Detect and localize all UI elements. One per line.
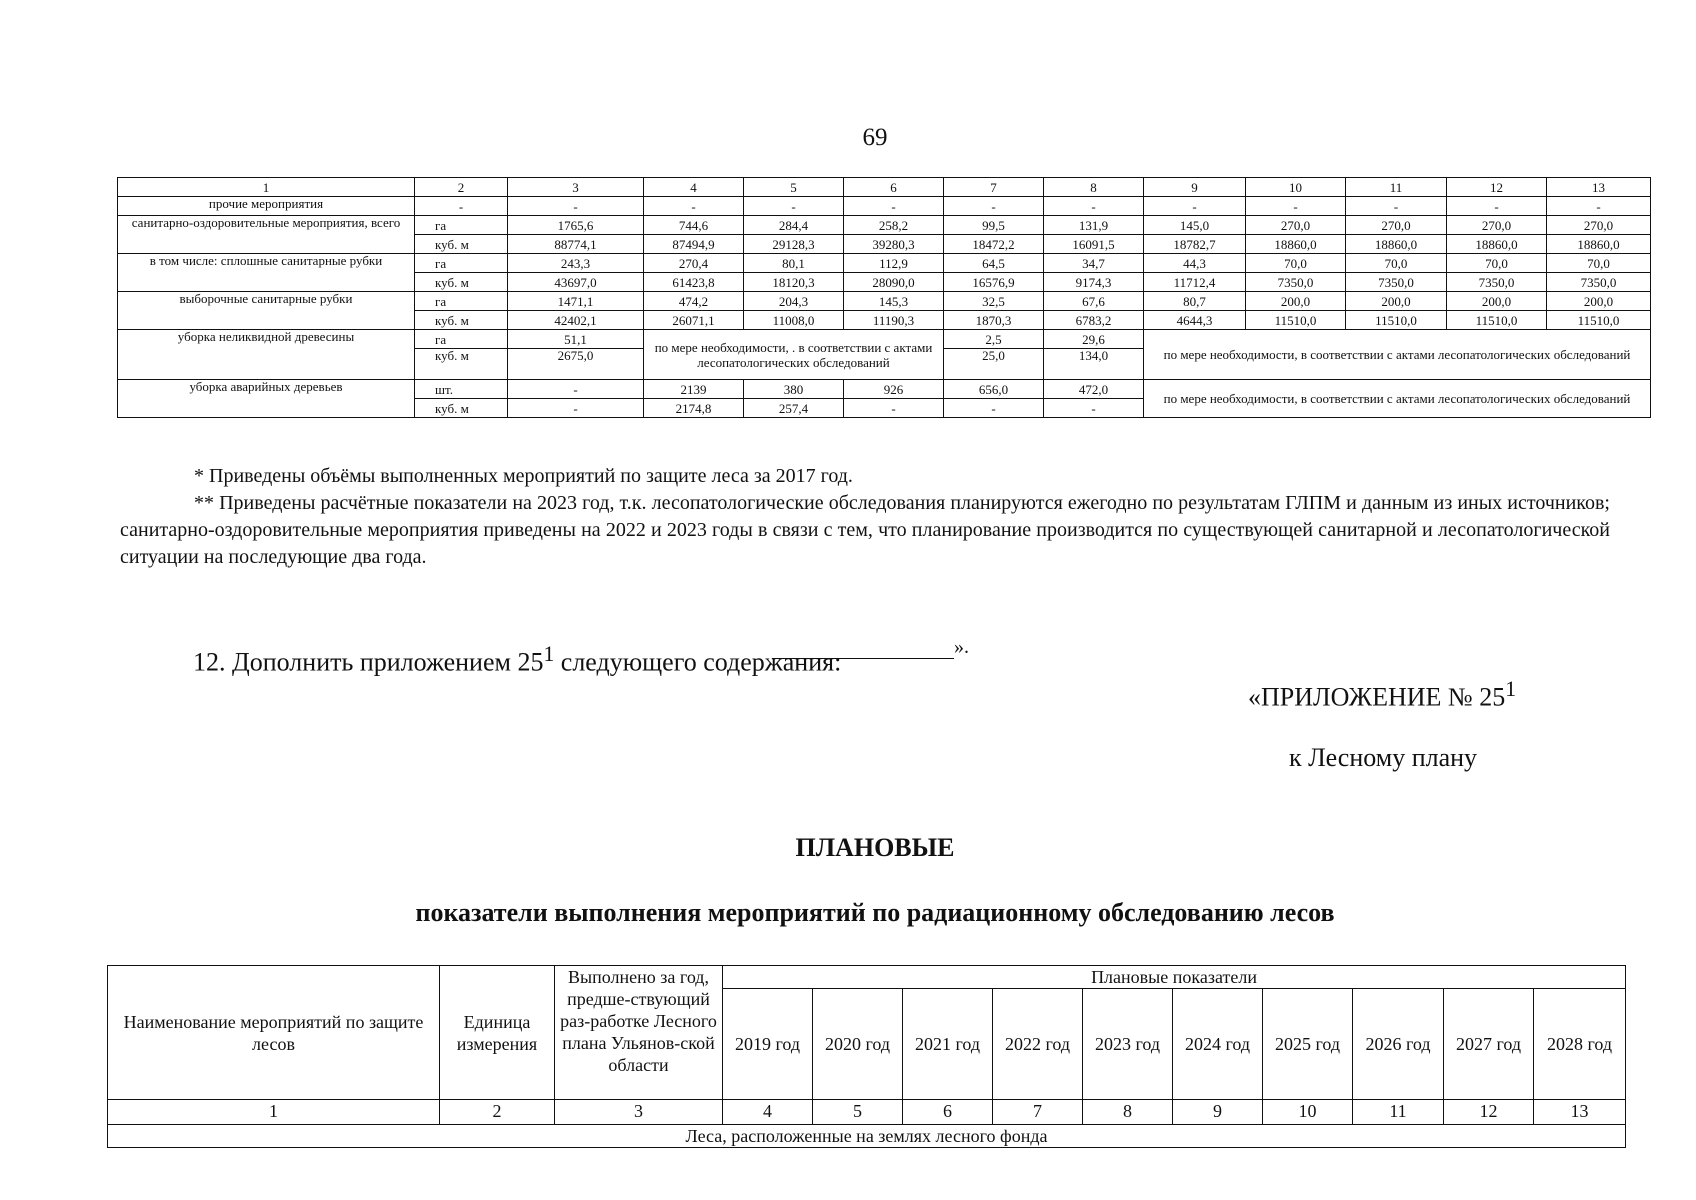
table-cell: 11510,0 xyxy=(1346,311,1447,330)
appendix-subheading: к Лесному плану xyxy=(1289,743,1478,772)
table-cell: 99,5 xyxy=(944,216,1044,235)
year-header: 2026 год xyxy=(1353,989,1444,1100)
table-cell: 200,0 xyxy=(1447,292,1547,311)
table-cell: 270,0 xyxy=(1346,216,1447,235)
table-cell: - xyxy=(944,399,1044,418)
row-name: уборка аварийных деревьев xyxy=(118,380,415,418)
row-name: уборка неликвидной древесины xyxy=(118,330,415,380)
table-cell: 656,0 xyxy=(944,380,1044,399)
table-cell: 7350,0 xyxy=(1547,273,1651,292)
col-number: 13 xyxy=(1534,1100,1626,1125)
col-number: 7 xyxy=(993,1100,1083,1125)
col-number: 2 xyxy=(440,1100,555,1125)
forest-protection-table xyxy=(117,177,1651,418)
radiation-survey-table xyxy=(107,965,1626,1148)
table-row xyxy=(118,254,1651,273)
table-cell: - xyxy=(508,197,644,216)
table-cell: 18860,0 xyxy=(1547,235,1651,254)
table-row xyxy=(118,380,1651,399)
col-number: 11 xyxy=(1353,1100,1444,1125)
col-number: 4 xyxy=(644,178,744,197)
table-cell: 16576,9 xyxy=(944,273,1044,292)
table-cell: 2139 xyxy=(644,380,744,399)
footnotes xyxy=(120,463,1610,571)
table-cell: - xyxy=(844,197,944,216)
year-header: 2021 год xyxy=(903,989,993,1100)
table-cell: 29,6 xyxy=(1044,330,1144,349)
table-cell: 474,2 xyxy=(644,292,744,311)
table-cell: 39280,3 xyxy=(844,235,944,254)
row-name: санитарно-оздоровительные мероприятия, всего xyxy=(118,216,415,254)
table-cell: 270,4 xyxy=(644,254,744,273)
col-number: 1 xyxy=(108,1100,440,1125)
table-cell: 4644,3 xyxy=(1144,311,1246,330)
section-title: Леса, расположенные на землях лесного фонда xyxy=(108,1125,1626,1148)
table-cell: 18782,7 xyxy=(1144,235,1246,254)
col-number: 11 xyxy=(1346,178,1447,197)
table-cell: 200,0 xyxy=(1346,292,1447,311)
header-plan: Плановые показатели xyxy=(723,966,1626,989)
table-cell: 258,2 xyxy=(844,216,944,235)
unit-cell: куб. м xyxy=(415,311,508,330)
footnote-2: ** Приведены расчётные показатели на 2023 год, т.к. лесопатологические обследования планируются ежегодно по результатам ГЛПМ и данным из иных источников; санитарно-оздоровительные мероприятия приведены на 2022 и 2023 годы в связи с тем, что планирование производится по существующей санитарной и лесопатологической ситуации на последующие два года. xyxy=(120,492,1610,568)
year-header: 2022 год xyxy=(993,989,1083,1100)
col-number: 9 xyxy=(1144,178,1246,197)
table-cell: 145,0 xyxy=(1144,216,1246,235)
col-number: 1 xyxy=(118,178,415,197)
table-cell: 18860,0 xyxy=(1447,235,1547,254)
item-12-paragraph xyxy=(193,642,841,678)
col-number: 8 xyxy=(1083,1100,1173,1125)
table-cell: 11008,0 xyxy=(744,311,844,330)
year-header: 2020 год xyxy=(813,989,903,1100)
table-cell: 26071,1 xyxy=(644,311,744,330)
table-cell: 11190,3 xyxy=(844,311,944,330)
table-cell: 7350,0 xyxy=(1346,273,1447,292)
col-number: 12 xyxy=(1447,178,1547,197)
table-cell: 70,0 xyxy=(1447,254,1547,273)
document-title: ПЛАНОВЫЕ xyxy=(795,833,955,862)
col-number: 7 xyxy=(944,178,1044,197)
table-cell: - xyxy=(1144,197,1246,216)
table-cell: 204,3 xyxy=(744,292,844,311)
col-number: 12 xyxy=(1444,1100,1534,1125)
table-cell: - xyxy=(415,197,508,216)
unit-cell: га xyxy=(415,216,508,235)
table-cell: 32,5 xyxy=(944,292,1044,311)
unit-cell: куб. м xyxy=(415,235,508,254)
year-header: 2023 год xyxy=(1083,989,1173,1100)
table-cell: 112,9 xyxy=(844,254,944,273)
table-cell: 16091,5 xyxy=(1044,235,1144,254)
table-cell: 80,7 xyxy=(1144,292,1246,311)
table-cell: 200,0 xyxy=(1246,292,1346,311)
table-cell: - xyxy=(944,197,1044,216)
table-cell: - xyxy=(844,399,944,418)
table-cell: 67,6 xyxy=(1044,292,1144,311)
row-name: в том числе: сплошные санитарные рубки xyxy=(118,254,415,292)
item-12-tail: следующего содержания: xyxy=(554,647,842,677)
table-cell: - xyxy=(1044,197,1144,216)
table-cell: 11712,4 xyxy=(1144,273,1246,292)
col-number: 10 xyxy=(1263,1100,1353,1125)
table-cell: 70,0 xyxy=(1346,254,1447,273)
table-cell: - xyxy=(1246,197,1346,216)
table-cell: 270,0 xyxy=(1246,216,1346,235)
table-cell: 6783,2 xyxy=(1044,311,1144,330)
col-number: 13 xyxy=(1547,178,1651,197)
table-cell: - xyxy=(508,380,644,399)
table-cell: 18860,0 xyxy=(1346,235,1447,254)
col-number: 6 xyxy=(844,178,944,197)
table-cell: 243,3 xyxy=(508,254,644,273)
as-needed-note: по мере необходимости, в соответствии с актами лесопатологических обследований xyxy=(1144,330,1651,380)
col-number: 9 xyxy=(1173,1100,1263,1125)
col-number: 5 xyxy=(813,1100,903,1125)
footnote-1: * Приведены объёмы выполненных мероприятий по защите леса за 2017 год. xyxy=(194,465,853,487)
unit-cell: га xyxy=(415,330,508,349)
row-name: выборочные санитарные рубки xyxy=(118,292,415,330)
item-12-text: 12. Дополнить приложением 25 xyxy=(193,647,544,677)
table-cell: - xyxy=(644,197,744,216)
table-cell: 18120,3 xyxy=(744,273,844,292)
table-cell: 70,0 xyxy=(1547,254,1651,273)
unit-cell: га xyxy=(415,292,508,311)
table-cell: 34,7 xyxy=(1044,254,1144,273)
table-row xyxy=(118,216,1651,235)
column-number-row xyxy=(118,178,1651,197)
table-cell: 43697,0 xyxy=(508,273,644,292)
table-cell: 2675,0 xyxy=(508,349,644,380)
table-cell: 145,3 xyxy=(844,292,944,311)
table-row xyxy=(118,292,1651,311)
col-number: 6 xyxy=(903,1100,993,1125)
year-header: 2025 год xyxy=(1263,989,1353,1100)
document-subtitle: показатели выполнения мероприятий по радиационному обследованию лесов xyxy=(415,898,1335,927)
table-cell: 18860,0 xyxy=(1246,235,1346,254)
table-cell: 472,0 xyxy=(1044,380,1144,399)
table-cell: 61423,8 xyxy=(644,273,744,292)
table-cell: 926 xyxy=(844,380,944,399)
table-cell: 131,9 xyxy=(1044,216,1144,235)
col-number: 10 xyxy=(1246,178,1346,197)
year-header: 2024 год xyxy=(1173,989,1263,1100)
col-number: 2 xyxy=(415,178,508,197)
table-cell: 28090,0 xyxy=(844,273,944,292)
col-number: 8 xyxy=(1044,178,1144,197)
header-done: Выполнено за год, предше-ствующий раз-работке Лесного плана Ульянов-ской области xyxy=(555,966,723,1100)
table-cell: 1471,1 xyxy=(508,292,644,311)
table-cell: 744,6 xyxy=(644,216,744,235)
table-cell: 270,0 xyxy=(1547,216,1651,235)
header-unit: Единица измерения xyxy=(440,966,555,1100)
col-number: 3 xyxy=(508,178,644,197)
year-header: 2019 год xyxy=(723,989,813,1100)
table-cell: - xyxy=(1447,197,1547,216)
table-cell: 11510,0 xyxy=(1246,311,1346,330)
table-cell: 25,0 xyxy=(944,349,1044,380)
table-cell: 2174,8 xyxy=(644,399,744,418)
table-cell: 284,4 xyxy=(744,216,844,235)
superscript: 1 xyxy=(543,642,555,666)
header-name: Наименование мероприятий по защите лесов xyxy=(108,966,440,1100)
table-cell: 18472,2 xyxy=(944,235,1044,254)
superscript: 1 xyxy=(1505,677,1517,701)
table-cell: 200,0 xyxy=(1547,292,1651,311)
unit-cell: шт. xyxy=(415,380,508,399)
column-number-row xyxy=(108,1100,1626,1125)
table-cell: 80,1 xyxy=(744,254,844,273)
table-cell: 1765,6 xyxy=(508,216,644,235)
table-cell: - xyxy=(508,399,644,418)
table-cell: 380 xyxy=(744,380,844,399)
table-cell: - xyxy=(744,197,844,216)
unit-cell: куб. м xyxy=(415,273,508,292)
table-cell: 134,0 xyxy=(1044,349,1144,380)
closing-quote: ». xyxy=(954,636,969,658)
year-header: 2028 год xyxy=(1534,989,1626,1100)
year-header: 2027 год xyxy=(1444,989,1534,1100)
table-cell: - xyxy=(1044,399,1144,418)
as-needed-note: по мере необходимости, в соответствии с актами лесопатологических обследований xyxy=(1144,380,1651,418)
table-cell: 7350,0 xyxy=(1447,273,1547,292)
table-row xyxy=(118,197,1651,216)
table-cell: 44,3 xyxy=(1144,254,1246,273)
table-cell: 87494,9 xyxy=(644,235,744,254)
section-row xyxy=(108,1125,1626,1148)
table-cell: 2,5 xyxy=(944,330,1044,349)
appendix-heading xyxy=(1248,677,1516,713)
page-number: 69 xyxy=(862,124,888,151)
table-cell: 1870,3 xyxy=(944,311,1044,330)
table-cell: - xyxy=(1547,197,1651,216)
header-row xyxy=(108,966,1626,989)
table-cell: 270,0 xyxy=(1447,216,1547,235)
table-cell: 9174,3 xyxy=(1044,273,1144,292)
appendix-heading-text: «ПРИЛОЖЕНИЕ № 25 xyxy=(1248,682,1506,712)
table-cell: 70,0 xyxy=(1246,254,1346,273)
table-cell: 29128,3 xyxy=(744,235,844,254)
unit-cell: куб. м xyxy=(415,399,508,418)
unit-cell: куб. м xyxy=(415,349,508,380)
as-needed-note: по мере необходимости, . в соответствии с актами лесопатологических обследований xyxy=(644,330,944,380)
col-number: 5 xyxy=(744,178,844,197)
table-cell: 64,5 xyxy=(944,254,1044,273)
table-cell: 42402,1 xyxy=(508,311,644,330)
col-number: 4 xyxy=(723,1100,813,1125)
table-cell: - xyxy=(1346,197,1447,216)
table-cell: 88774,1 xyxy=(508,235,644,254)
table-cell: 7350,0 xyxy=(1246,273,1346,292)
table-cell: 51,1 xyxy=(508,330,644,349)
table-row xyxy=(118,330,1651,349)
table-cell: 11510,0 xyxy=(1447,311,1547,330)
table-cell: 11510,0 xyxy=(1547,311,1651,330)
unit-cell: га xyxy=(415,254,508,273)
row-name: прочие мероприятия xyxy=(118,197,415,216)
table-cell: 257,4 xyxy=(744,399,844,418)
col-number: 3 xyxy=(555,1100,723,1125)
